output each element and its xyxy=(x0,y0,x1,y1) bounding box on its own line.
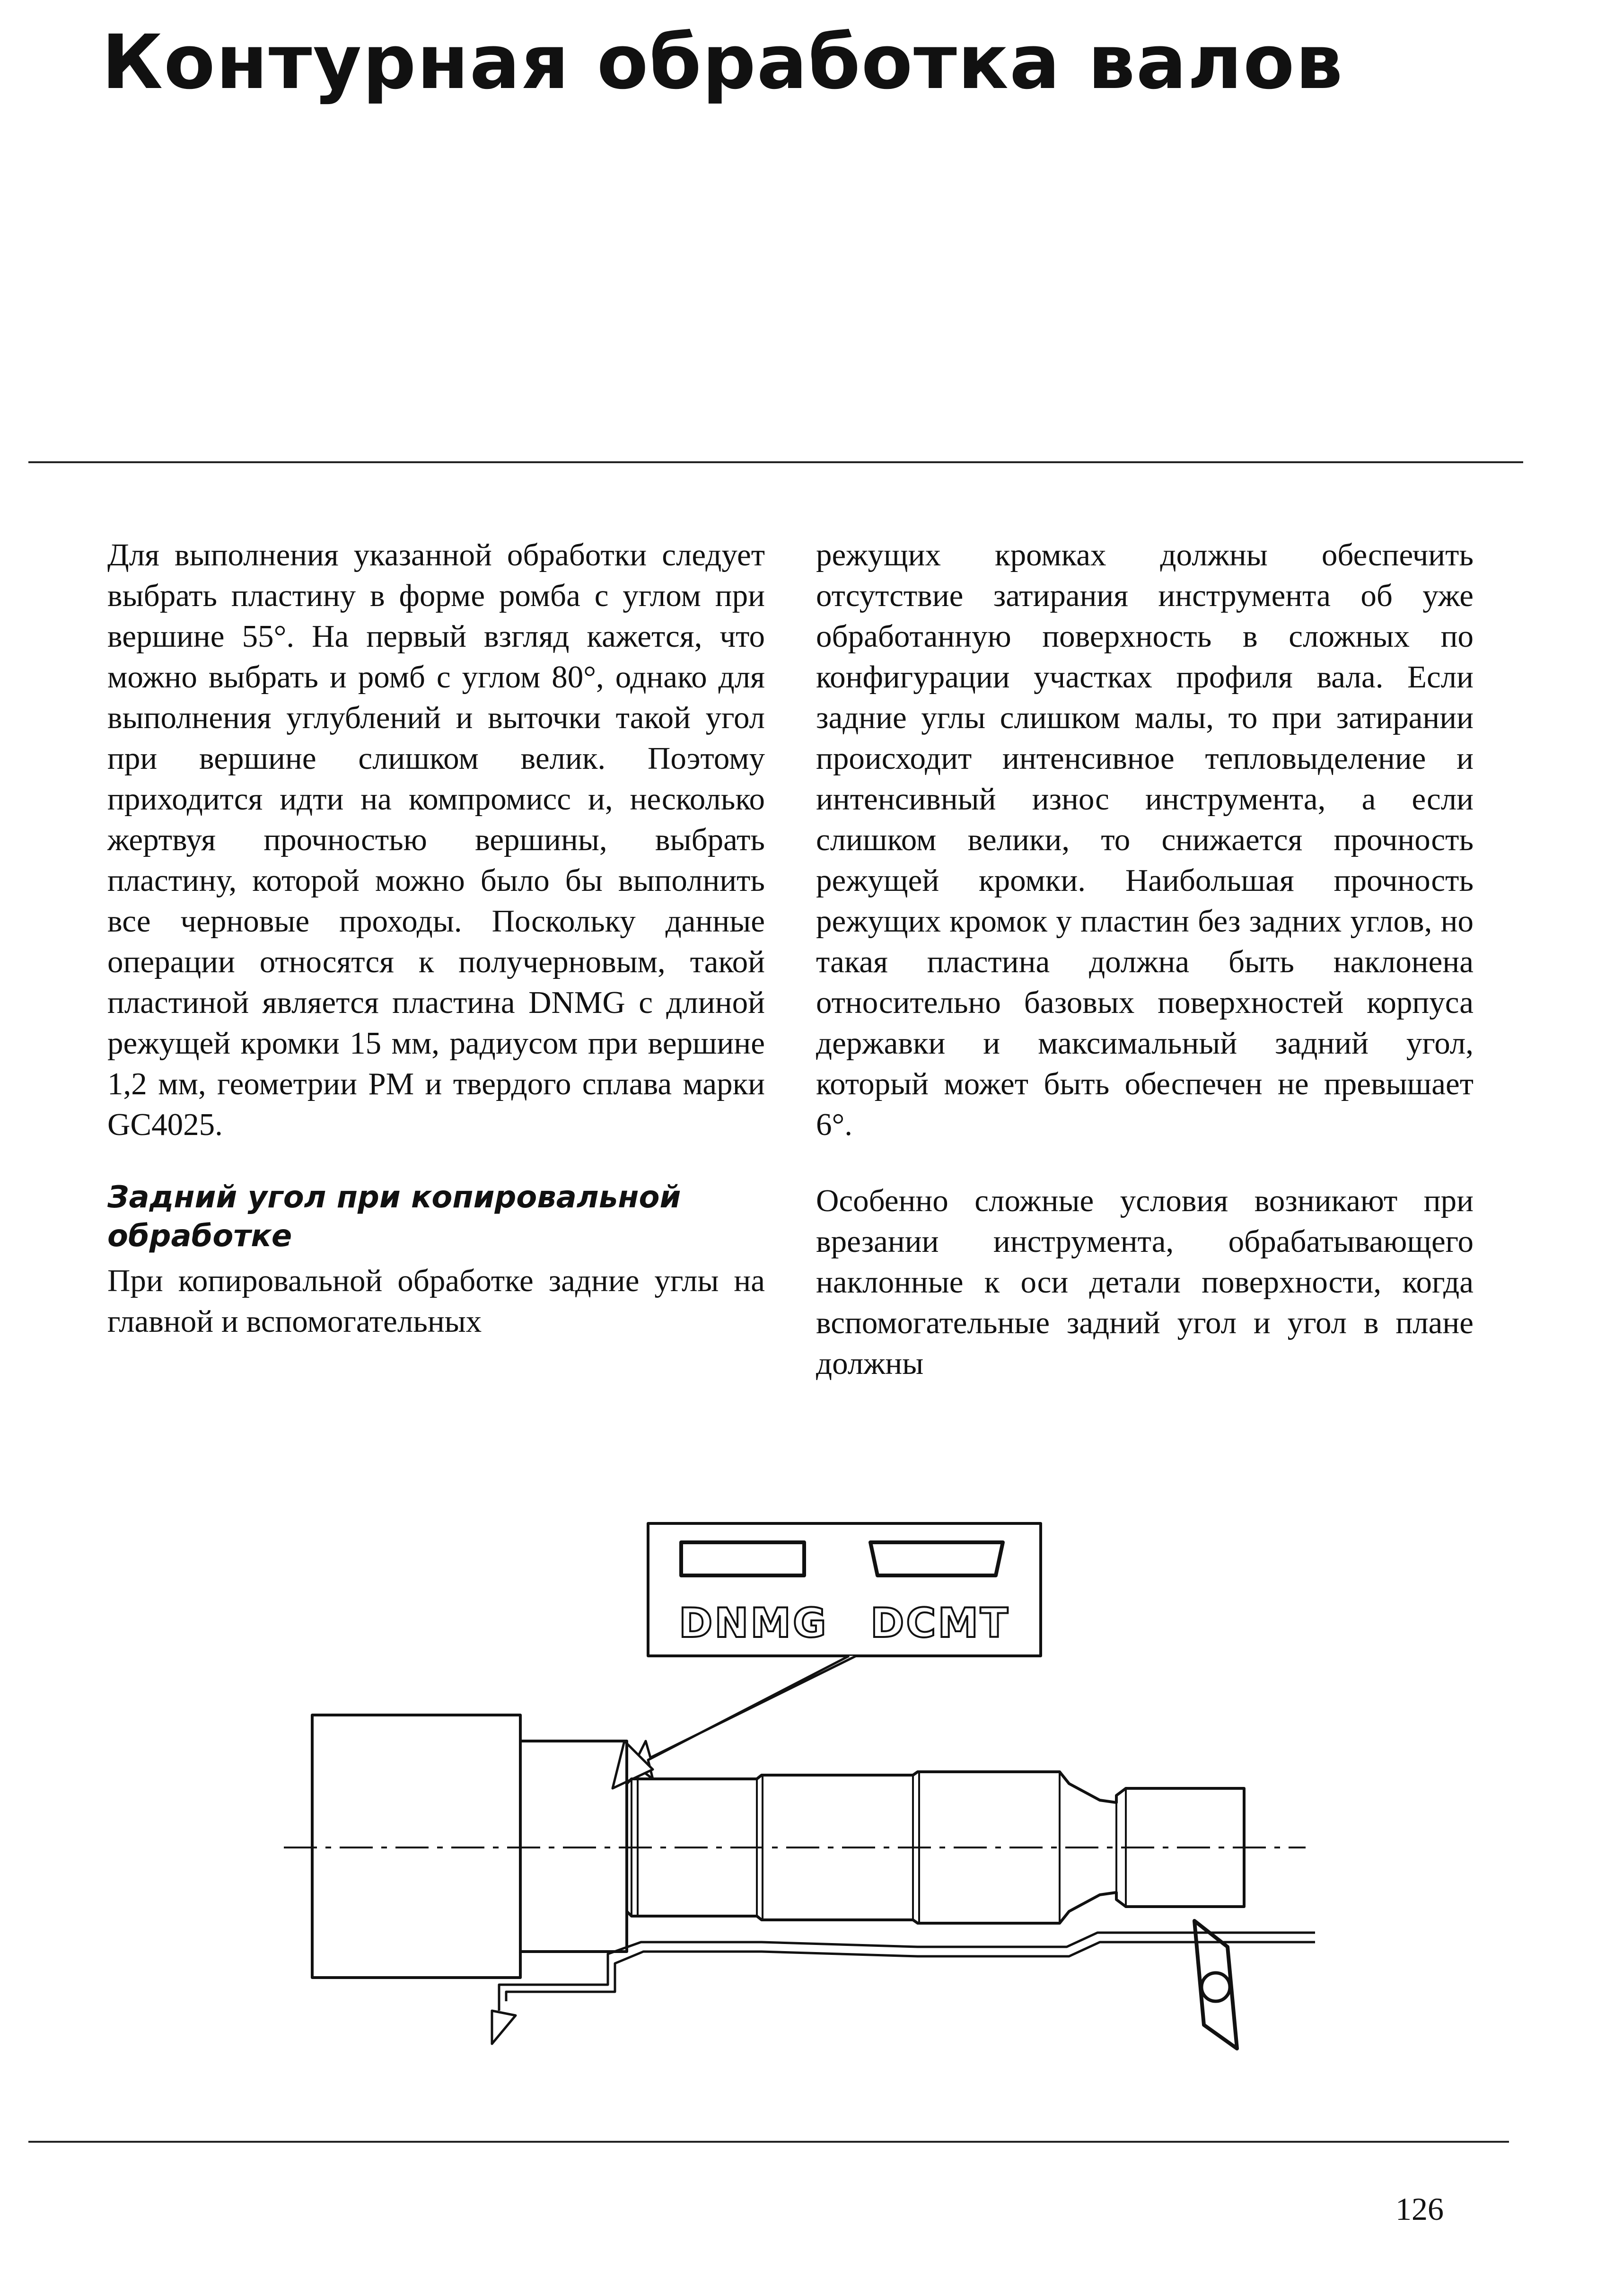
shaft-diagram xyxy=(284,1495,1315,2063)
paragraph: При копировальной обработке задние углы на главной и вспомогательных xyxy=(107,1263,765,1339)
paragraph: Особенно сложные условия возникают при врезании инструмента, обрабатывающего наклонные к оси детали поверхности, когда вспомогательные задний угол и угол в плане должны xyxy=(816,1183,1474,1381)
pointer-arrow xyxy=(634,1656,856,1779)
page-title: Контурная обработка валов xyxy=(102,19,1344,106)
insert-screw-hole xyxy=(1202,1973,1230,2001)
paragraph: режущих кромках должны обеспечить отсутствие затирания инструмента об уже обработанную поверхность в сложных по конфигурации участках профиля вала. Если задние углы слишком малы, то при затирании происходит интенсивное тепловыделение и интенсивный износ инструмента, а если слишком велики, то снижается прочность режущей кромки. Наибольшая прочность режущих кромок у пластин без задних углов, но такая пластина должна быть наклонена относительно базовых поверхностей корпуса державки и максимальный задний угол, который может быть обеспечен не превышает 6°. xyxy=(816,537,1474,1142)
chuck-shoulder xyxy=(520,1741,627,1952)
section-heading: Задний угол при копировальной обработке xyxy=(107,1180,681,1254)
dcmt-label: DCMT xyxy=(870,1600,1010,1647)
tool-tip-marker xyxy=(492,2011,516,2044)
dcmt-insert-shape xyxy=(870,1542,1003,1575)
tool-path-inner xyxy=(499,1933,1315,2011)
text-column-right xyxy=(816,535,1474,1384)
text-column-left xyxy=(107,535,765,1342)
top-divider xyxy=(28,461,1523,463)
bottom-divider xyxy=(28,2141,1509,2143)
dnmg-label: DNMG xyxy=(679,1600,828,1647)
shaft-machining-figure xyxy=(284,1495,1315,2063)
page-number: 126 xyxy=(1395,2191,1444,2227)
paragraph: Для выполнения указанной обработки следует выбрать пластину в форме ромба с углом при вершине 55°. На первый взгляд кажется, что можно выбрать и ромб с углом 80°, однако для выполнения углублений и выточки такой угол при вершине слишком велик. Поэтому приходится идти на компромисс и, несколько жертвуя прочностью вершины, выбрать пластину, которой можно было бы выполнить все черновые проходы. Поскольку данные операции относятся к получерновым, такой пластиной является пластина DNMG с длиной режущей кромки 15 мм, радиусом при вершине 1,2 мм, геометрии PM и твердого сплава марки GC4025. xyxy=(107,537,765,1142)
lathe-chuck xyxy=(312,1715,520,1978)
dnmg-insert-shape xyxy=(681,1542,804,1575)
